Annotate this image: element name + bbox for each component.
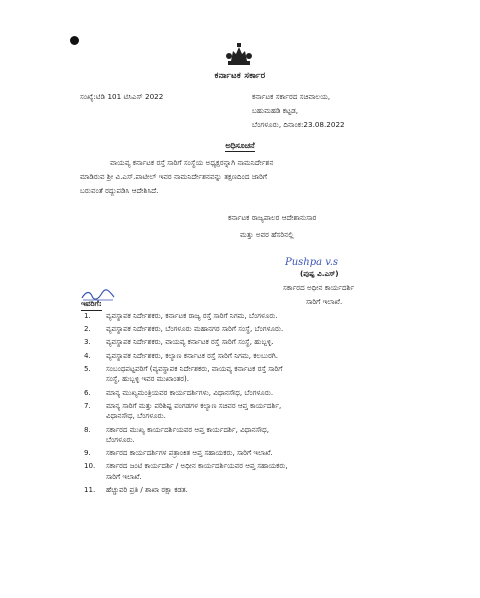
- list-item: [84, 337, 424, 348]
- list-item: [84, 324, 424, 335]
- list-item-number: 6.: [84, 387, 91, 397]
- list-item-text: [106, 351, 424, 362]
- list-item-text: [106, 337, 424, 348]
- list-item-line: ಹೆಚ್ಚುವರಿ ಪ್ರತಿ / ಶಾಖಾ ರಕ್ಷಾ ಕಡತ.: [106, 485, 188, 495]
- signature-name-line: ಮತ್ತು ಅವರ ಹೆಸರಿನಲ್ಲಿ: [240, 230, 294, 239]
- list-item-line: ಮಾನ್ಯ ಮುಖ್ಯಮಂತ್ರಿಯವರ ಕಾರ್ಯದರ್ಶಿಗಳು, ವಿಧಾನಸೌಧ, ಬೆಂಗಳೂರು.: [106, 387, 274, 397]
- list-item-text: [106, 425, 424, 446]
- notification-body-line-1: ವಾಯವ್ಯ ಕರ್ನಾಟಕ ರಸ್ತೆ ಸಾರಿಗೆ ಸಂಸ್ಥೆಯ ಅಧ್ಯಕ್ಷರನ್ನಾಗಿ ನಾಮನಿರ್ದೇಶನ: [110, 158, 274, 167]
- list-item-line: ಸರ್ಕಾರದ ಜಂಟಿ ಕಾರ್ಯದರ್ಶಿ / ಅಧೀನ ಕಾರ್ಯದರ್ಶಿಯವರ ಆಪ್ತ ಸಹಾಯಕರು,: [106, 461, 288, 471]
- list-item-line: ಸಂಸ್ಥೆ, ಹುಬ್ಬಳ್ಳಿ ಇವರ ಮುಖಾಂತರ).: [106, 374, 190, 384]
- list-item: [84, 485, 424, 496]
- list-item-text: [106, 485, 424, 496]
- list-item-number: 8.: [84, 424, 91, 434]
- list-item: [84, 425, 424, 446]
- list-item-line: ವ್ಯವಸ್ಥಾಪಕ ನಿರ್ದೇಶಕರು, ವಾಯವ್ಯ ಕರ್ನಾಟಕ ರಸ್ತೆ ಸಾರಿಗೆ ಸಂಸ್ಥೆ, ಹುಬ್ಬಳ್ಳಿ.: [106, 337, 274, 347]
- list-item-line: ವ್ಯವಸ್ಥಾಪಕ ನಿರ್ದೇಶಕರು, ಕರ್ನಾಟಕ ರಾಜ್ಯ ರಸ್ತೆ ಸಾರಿಗೆ ನಿಗಮ, ಬೆಂಗಳೂರು.: [106, 311, 278, 320]
- punch-dot: [70, 36, 79, 45]
- list-item: [84, 364, 424, 385]
- list-item: [84, 311, 424, 322]
- order-number: ಸಂಖ್ಯೆ:ಟಿಡಿ 101 ಟಿಸಿಎಸ್ 2022: [80, 92, 164, 101]
- office-line-2: ಬಹುಮಹಡಿ ಕಟ್ಟಡ,: [252, 106, 299, 115]
- list-item-line: ಸಾರಿಗೆ ಇಲಾಖೆ.: [106, 472, 142, 482]
- notification-body-line-3: ಬರುವಂತೆ ರದ್ದುಪಡಿಸಿ ಆದೇಶಿಸಿದೆ.: [80, 186, 159, 195]
- office-line-3-date: ಬೆಂಗಳೂರು, ದಿನಾಂಕ:23.08.2022: [252, 120, 345, 129]
- list-item-line: ಸರ್ಕಾರದ ಮುಖ್ಯ ಕಾರ್ಯದರ್ಶಿಯವರ ಆಪ್ತ ಕಾರ್ಯದರ್ಶಿ, ವಿಧಾನಸೌಧ,: [106, 424, 269, 434]
- list-item-number: 3.: [84, 337, 91, 347]
- list-item: [84, 448, 424, 459]
- list-item: [84, 401, 424, 422]
- list-item-text: [106, 461, 424, 482]
- list-item-number: 5.: [84, 363, 91, 373]
- copies-list: [84, 311, 424, 498]
- notification-body-line-2: ಮಾಡಿರುವ ಶ್ರೀ ವಿ.ಎಸ್.ಪಾಟೀಲ್ ಇವರ ನಾಮನಿರ್ದೇಶನವನ್ನು ತಕ್ಷಣದಿಂದ ಜಾರಿಗೆ: [80, 172, 268, 181]
- signatory-name: (ಪುಷ್ಪ ವಿ.ಎಸ್): [300, 269, 339, 278]
- office-line-1: ಕರ್ನಾಟಕ ಸರ್ಕಾರದ ಸಚಿವಾಲಯ,: [252, 92, 331, 101]
- list-item-number: 10.: [84, 461, 96, 471]
- copies-heading: ಇವರಿಗೆ:: [81, 299, 102, 311]
- list-item-number: 9.: [84, 448, 91, 458]
- list-item-text: [106, 401, 424, 422]
- list-item-line: ಸಂಬಂಧಪಟ್ಟವರಿಗೆ (ವ್ಯವಸ್ಥಾಪಕ ನಿರ್ದೇಶಕರು, ವಾಯವ್ಯ ಕರ್ನಾಟಕ ರಸ್ತೆ ಸಾರಿಗೆ: [106, 363, 283, 373]
- list-item-number: 7.: [84, 400, 91, 410]
- government-title: ಕರ್ನಾಟಕ ಸರ್ಕಾರ: [214, 71, 266, 81]
- list-item-number: 2.: [84, 324, 91, 334]
- list-item-number: 1.: [84, 311, 91, 320]
- state-emblem-icon: [222, 42, 256, 68]
- list-item-number: 11.: [84, 485, 96, 495]
- list-item-line: ಸರ್ಕಾರದ ಕಾರ್ಯದರ್ಶಿಗಳ ಪತ್ರಾಂಕಿತ ಆಪ್ತ ಸಹಾಯಕರು, ಸಾರಿಗೆ ಇಲಾಖೆ.: [106, 448, 273, 458]
- list-item: [84, 388, 424, 399]
- list-item: [84, 351, 424, 362]
- list-item-number: 4.: [84, 350, 91, 360]
- list-item-text: [106, 311, 424, 322]
- handwritten-signature: [283, 252, 353, 270]
- notification-heading: ಅಧಿಸೂಚನೆ: [225, 141, 255, 150]
- list-item-text: [106, 388, 424, 399]
- list-item-line: ಮಾನ್ಯ ಸಾರಿಗೆ ಮತ್ತು ಪರಿಶಿಷ್ಟ ಪಂಗಡಗಳ ಕಲ್ಯಾಣ ಸಚಿವರ ಆಪ್ತ ಕಾರ್ಯದರ್ಶಿ,: [106, 400, 282, 410]
- list-item-text: [106, 448, 424, 459]
- list-item-text: [106, 364, 424, 385]
- signatory-designation: ಸರ್ಕಾರದ ಅಧೀನ ಕಾರ್ಯದರ್ಶಿ: [283, 283, 355, 292]
- list-item-text: [106, 324, 424, 335]
- list-item-line: ವ್ಯವಸ್ಥಾಪಕ ನಿರ್ದೇಶಕರು, ಕಲ್ಯಾಣ ಕರ್ನಾಟಕ ರಸ್ತೆ ಸಾರಿಗೆ ನಿಗಮ, ಕಲಬುರಗಿ.: [106, 350, 278, 360]
- svg-text:Pushpa v.s: Pushpa v.s: [285, 257, 339, 268]
- list-item-line: ವಿಧಾನಸೌಧ, ಬೆಂಗಳೂರು.: [106, 411, 166, 421]
- list-item-line: ಬೆಂಗಳೂರು.: [106, 435, 135, 445]
- signatory-department: ಸಾರಿಗೆ ಇಲಾಖೆ.: [306, 297, 343, 306]
- signature-order-line: ಕರ್ನಾಟಕ ರಾಜ್ಯಪಾಲರ ಆದೇಶಾನುಸಾರ: [228, 213, 317, 222]
- list-item-line: ವ್ಯವಸ್ಥಾಪಕ ನಿರ್ದೇಶಕರು, ಬೆಂಗಳೂರು ಮಹಾನಗರ ಸಾರಿಗೆ ಸಂಸ್ಥೆ, ಬೆಂಗಳೂರು.: [106, 324, 284, 334]
- list-item: [84, 461, 424, 482]
